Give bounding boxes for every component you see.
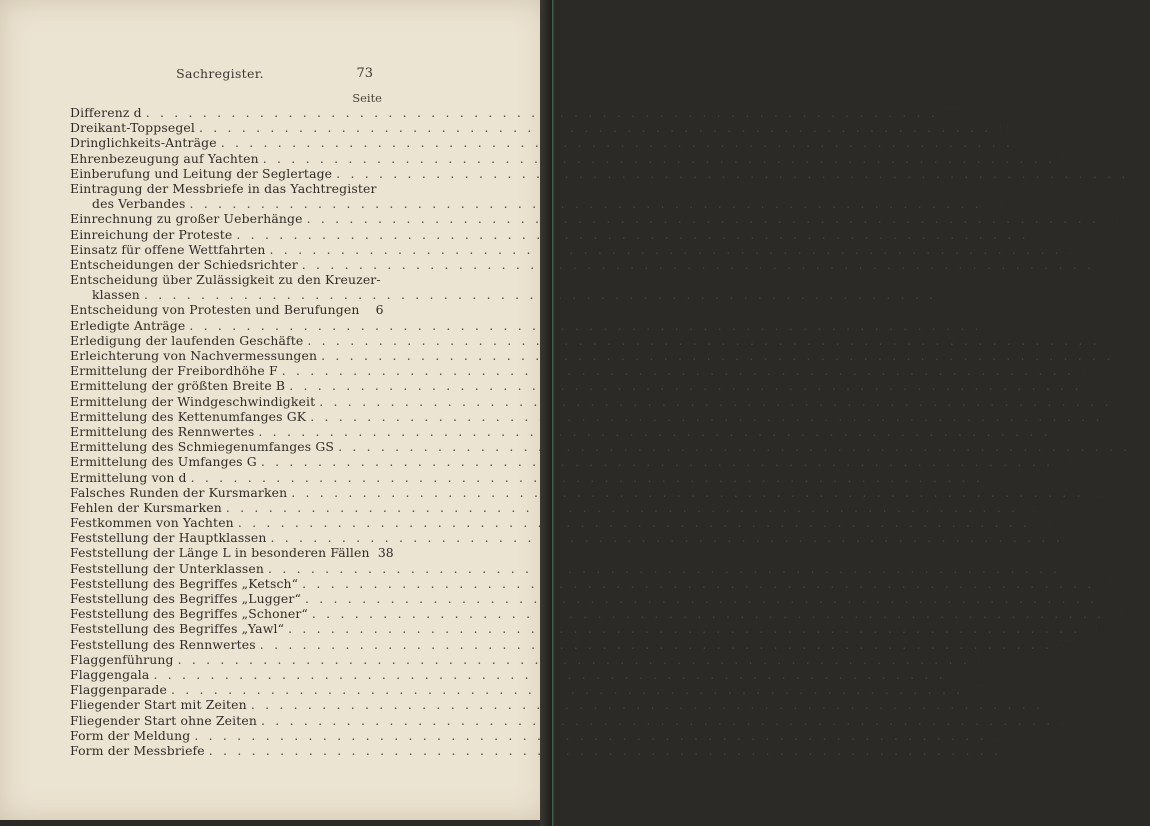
index-entry-term: Ermittelung der größten Breite B: [70, 378, 286, 394]
index-entry-term: Ermittelung des Rennwertes: [70, 423, 255, 439]
dot-leader: [171, 682, 963, 697]
page-title: Sachregister.: [176, 66, 264, 81]
dot-leader: [263, 151, 1055, 166]
index-entry-term: Erledigte Anträge: [70, 317, 186, 333]
index-entry-term: Ehrenbezeugung auf Yachten: [70, 150, 259, 166]
index-entry-page: 57: [1056, 636, 1073, 652]
dot-leader: [209, 743, 1001, 758]
dot-leader: [289, 378, 1081, 393]
index-entry: [70, 742, 1022, 758]
index-entry-page: 34: [1033, 226, 1049, 242]
index-entry-term: Feststellung des Begriffes „Lugger“: [70, 591, 301, 606]
index-entry: [70, 439, 1150, 455]
index-entry: [70, 332, 1120, 348]
index-entry-page: 10: [986, 196, 1002, 212]
index-entry-page: 32: [1022, 499, 1039, 515]
dot-leader: [270, 530, 1062, 545]
dot-leader: [268, 561, 1060, 576]
index-entry-page: 7: [1140, 165, 1149, 181]
index-entry-page: 39: [1106, 408, 1123, 424]
index-entry: [70, 378, 1102, 394]
index-entry-term: Dreikant-Toppsegel: [70, 120, 195, 136]
index-entry: [70, 165, 1149, 181]
index-entry-page: 39: [1057, 454, 1074, 470]
dot-leader: [312, 606, 1104, 621]
dot-leader: [282, 363, 1074, 378]
index-entry: [70, 272, 382, 287]
index-entry: [70, 105, 959, 120]
index-entry: [70, 348, 1134, 363]
index-entry-page: 58: [1067, 530, 1083, 546]
index-entry-page: 40: [1078, 363, 1095, 379]
index-entry-page: 39: [1085, 378, 1102, 394]
index-entry-term: Entscheidungen der Schiedsrichter: [70, 256, 298, 272]
index-entry-term: Einsatz für offene Wettfahrten: [70, 241, 266, 257]
index-entry: [70, 682, 984, 698]
index-entry-page: 16: [974, 651, 990, 667]
index-entry-term: Feststellung des Rennwertes: [70, 636, 256, 652]
dot-leader: [191, 470, 983, 485]
index-entry: [70, 560, 1081, 576]
index-entry-term: Form der Messbriefe: [70, 742, 205, 758]
index-entry-term: Ermittelung der Freibordhöhe F: [70, 363, 278, 379]
index-entry-list: [70, 105, 1150, 758]
index-entry: [70, 454, 1074, 470]
index-entry-term: Feststellung des Begriffes „Yawl“: [70, 621, 285, 637]
index-entry: [70, 530, 1083, 546]
index-entry-term: Flaggengala: [70, 666, 150, 682]
index-entry-page: 17: [967, 682, 984, 698]
index-entry-term: Festkommen von Yachten: [70, 515, 234, 531]
dot-leader: [321, 348, 1113, 363]
index-entry: [70, 515, 1051, 531]
index-entry-term: Differenz d: [70, 105, 142, 120]
index-entry-page: 26: [1098, 256, 1115, 272]
index-entry: [70, 636, 1073, 652]
index-entry-page: 44: [1005, 742, 1022, 758]
index-entry-page: 41: [995, 120, 1012, 136]
index-entry: [70, 697, 1064, 713]
index-entry: [70, 135, 1034, 151]
dot-leader: [336, 166, 1128, 181]
index-entry-term: Ermittelung des Umfanges G: [70, 454, 257, 470]
index-entry-page: 39: [1134, 439, 1150, 455]
index-entry: [70, 575, 1115, 591]
dot-leader: [236, 227, 1028, 242]
index-entry-term: Eintragung der Messbriefe in das Yachtregister: [70, 180, 377, 196]
index-entry-term: Fliegender Start ohne Zeiten: [70, 712, 258, 728]
index-entry-page: 21: [1066, 241, 1082, 257]
index-entry-term: klassen: [92, 287, 140, 303]
index-entry: [70, 423, 1071, 439]
index-entry: [70, 256, 1115, 272]
index-entry-term: Erledigung der laufenden Geschäfte: [70, 332, 304, 348]
dot-leader: [261, 454, 1053, 469]
index-entry: [70, 287, 957, 303]
index-entry: [70, 241, 1082, 257]
index-entry: [70, 181, 382, 196]
index-entry-term: Ermittelung des Schmiegenumfanges GS: [70, 439, 335, 455]
index-entry: [70, 408, 1123, 424]
index-entry-page: 6: [948, 287, 957, 303]
dot-leader: [258, 424, 1050, 439]
index-entry-term: Dringlichkeits-Anträge: [70, 135, 217, 151]
index-entry-term: des Verbandes: [92, 196, 186, 212]
index-entry-term: Flaggenparade: [70, 682, 167, 698]
index-entry-page: 28: [1057, 712, 1074, 728]
column-label-seite: Seite: [352, 91, 382, 105]
dot-leader: [221, 135, 1013, 150]
dot-leader: [194, 728, 986, 743]
index-entry: [70, 226, 1049, 242]
index-entry-page: 61: [1101, 591, 1118, 606]
index-entry-page: 61: [1098, 575, 1115, 591]
index-entry-term: Form der Meldung: [70, 727, 191, 743]
dot-leader: [319, 394, 1111, 409]
dot-leader: [189, 318, 981, 333]
index-entry: [70, 469, 1004, 485]
index-entry: [70, 393, 1132, 409]
dot-leader: [307, 211, 1099, 226]
index-entry: [70, 302, 382, 317]
index-entry-page: 18: [1059, 150, 1076, 166]
index-entry: [70, 591, 1118, 606]
page-number: 73: [356, 66, 373, 81]
index-entry-page: 4: [1111, 332, 1120, 348]
index-entry-page: 61: [1108, 606, 1125, 622]
index-entry-term: Flaggenführung: [70, 651, 174, 667]
index-entry-page: 14: [1017, 135, 1034, 151]
index-entry-term: Fehlen der Kursmarken: [70, 499, 222, 515]
running-head: [70, 66, 373, 86]
index-entry: [70, 666, 966, 682]
index-entry-page: 40: [987, 469, 1004, 485]
index-entry: [70, 484, 1104, 500]
index-entry-page: 28: [1047, 697, 1064, 713]
dot-leader: [310, 409, 1102, 424]
index-entry-term: Ermittelung des Kettenumfanges GK: [70, 408, 307, 424]
dot-leader: [307, 333, 1099, 348]
index-entry: [70, 621, 1101, 637]
index-entry: [70, 196, 1002, 212]
index-entry-term: Fliegender Start mit Zeiten: [70, 697, 247, 713]
index-entry-page: 20: [990, 727, 1007, 743]
index-entry-page: 30: [1034, 515, 1051, 531]
index-entry-term: Erleichterung von Nachvermessungen: [70, 348, 318, 363]
index-entry-term: Feststellung des Begriffes „Schoner“: [70, 606, 308, 622]
index-entry-term: Feststellung des Begriffes „Ketsch“: [70, 575, 299, 591]
dot-leader: [261, 713, 1053, 728]
dot-leader: [178, 652, 970, 667]
index-entry-page: 61: [1084, 621, 1101, 637]
index-entry-page: 39: [1103, 211, 1119, 227]
dot-leader: [226, 500, 1018, 515]
index-entry: [70, 606, 1125, 622]
index-entry: [70, 211, 1119, 227]
index-entry: [70, 499, 1039, 515]
book-spine-edge: [540, 0, 560, 826]
index-entry-page: 32: [1087, 484, 1104, 500]
index-entry-page: 14: [985, 317, 1002, 333]
dot-leader: [199, 120, 991, 135]
index-entry: [70, 363, 1095, 379]
dot-leader: [270, 242, 1062, 257]
index-entry: [70, 120, 1012, 136]
dot-leader: [291, 485, 1083, 500]
index-entry-term: Einberufung und Leitung der Seglertage: [70, 165, 333, 181]
index-entry-page: 62: [1115, 393, 1132, 409]
index-entry-term: Feststellung der Länge L in besonderen Fällen: [70, 545, 370, 561]
dot-leader: [288, 621, 1080, 636]
index-entry-term: Entscheidung von Protesten und Berufungen: [70, 302, 360, 318]
dot-leader: [251, 697, 1043, 712]
index-entry: [70, 651, 990, 667]
dot-leader: [260, 637, 1052, 652]
index-entry-term: Einreichung der Proteste: [70, 226, 233, 242]
index-entry: [70, 727, 1007, 743]
index-entry-page: 6: [375, 302, 384, 318]
index-entry: [70, 317, 1002, 333]
dot-leader: [305, 591, 1097, 606]
index-entry-term: Ermittelung von d: [70, 469, 187, 485]
dot-leader: [338, 439, 1130, 454]
index-entry-page: 56: [1117, 348, 1134, 363]
index-entry-term: Falsches Runden der Kursmarken: [70, 484, 288, 500]
index-entry-term: Einrechnung zu großer Ueberhänge: [70, 211, 303, 227]
index-entry: [70, 150, 1076, 166]
index-entry-page: 17: [950, 666, 966, 682]
dot-leader: [190, 196, 982, 211]
dot-leader: [302, 257, 1094, 272]
index-entry-term: Ermittelung der Windgeschwindigkeit: [70, 393, 316, 409]
index-entry-page: 38: [1055, 423, 1071, 439]
dot-leader: [302, 576, 1094, 591]
dot-leader: [238, 515, 1030, 530]
index-entry-term: Feststellung der Hauptklassen: [70, 530, 267, 546]
index-entry: [70, 712, 1074, 728]
index-entry-page: 58: [1064, 560, 1081, 576]
index-entry-page: 38: [377, 545, 394, 561]
index-entry-term: Entscheidung über Zulässigkeit zu den Kreuzer-: [70, 272, 381, 288]
index-entry-page: 57: [942, 105, 959, 120]
index-entry: [70, 545, 394, 561]
index-entry-term: Feststellung der Unterklassen: [70, 560, 265, 576]
